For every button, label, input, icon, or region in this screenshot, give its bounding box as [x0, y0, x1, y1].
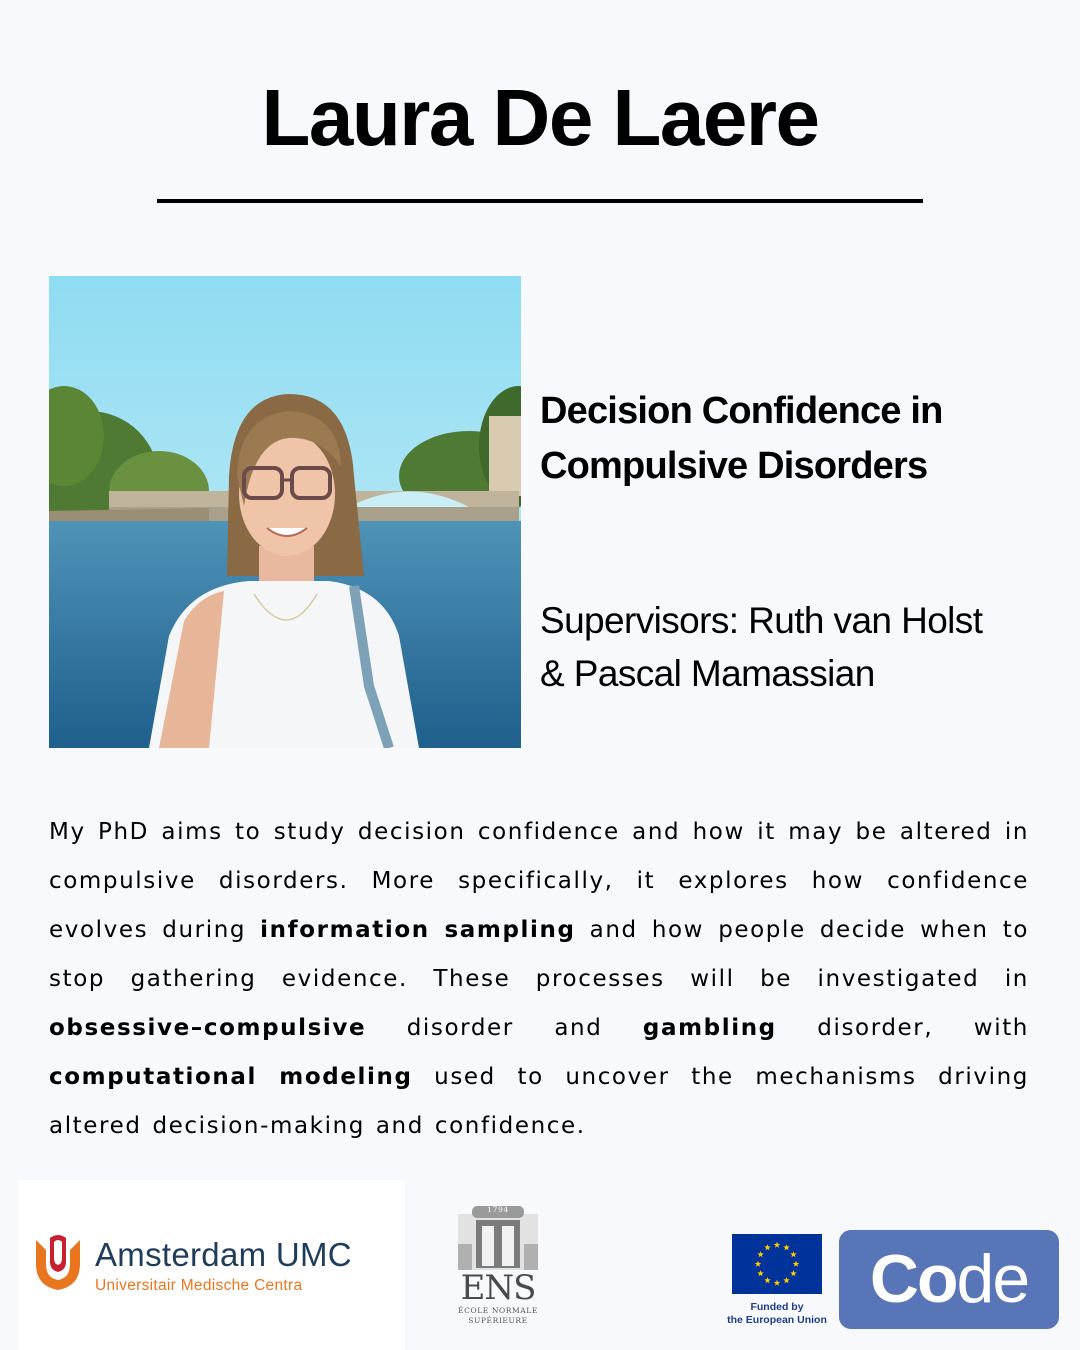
abstract-highlight-information-sampling: information sampling	[260, 917, 576, 943]
abstract-highlight-ocd: obsessive–compulsive	[49, 1015, 367, 1041]
eu-caption-line-2: the European Union	[727, 1314, 827, 1326]
ens-mark: ENS	[460, 1268, 536, 1308]
abstract-text-2: and how people decide when to stop gathering evidence. These processes will be investigated in	[49, 917, 1029, 992]
title-divider	[157, 199, 923, 203]
code-logo	[839, 1230, 1059, 1329]
umc-tulip-icon	[32, 1234, 84, 1292]
abstract-highlight-gambling: gambling	[642, 1015, 777, 1041]
supervisors-line-1: Supervisors: Ruth van Holst	[540, 600, 983, 641]
page-title: Laura De Laere	[261, 73, 819, 162]
supervisors	[540, 594, 1060, 700]
project-abstract	[49, 808, 1029, 1151]
project-title-line-1: Decision Confidence in	[540, 390, 943, 432]
code-logo-part-2: de	[956, 1241, 1029, 1317]
abstract-text-4: disorder, with	[776, 1015, 1029, 1041]
abstract-text-1: My PhD aims to study decision confidence and how it may be altered in compulsive disorders. More specifically, it explores how confidence evolves during	[49, 819, 1029, 943]
portrait-photo	[49, 276, 521, 748]
umc-name: Amsterdam UMC	[95, 1236, 352, 1273]
abstract-highlight-computational-modeling: computational modeling	[49, 1064, 413, 1090]
abstract-text-5: used to uncover the mechanisms driving altered decision-making and confidence.	[49, 1064, 1029, 1139]
ens-subtitle-2: SUPÉRIEURE	[468, 1316, 528, 1325]
ens-year: 1794	[487, 1205, 509, 1214]
eu-caption-line-1: Funded by	[750, 1301, 804, 1313]
supervisors-line-2: & Pascal Mamassian	[540, 653, 875, 694]
eu-funding-caption	[718, 1301, 836, 1327]
abstract-text-3: disorder and	[366, 1015, 643, 1041]
ens-subtitle-1: ÉCOLE NORMALE	[458, 1306, 538, 1315]
code-logo-part-1: Co	[869, 1241, 957, 1317]
project-title-line-2: Compulsive Disorders	[540, 445, 928, 487]
project-title	[540, 384, 1060, 494]
amsterdam-umc-logo	[18, 1180, 405, 1350]
code-logo-text	[839, 1240, 1059, 1318]
umc-subtitle: Universitair Medische Centra	[95, 1277, 303, 1294]
eu-flag-icon	[732, 1234, 822, 1294]
ens-logo	[452, 1204, 544, 1328]
